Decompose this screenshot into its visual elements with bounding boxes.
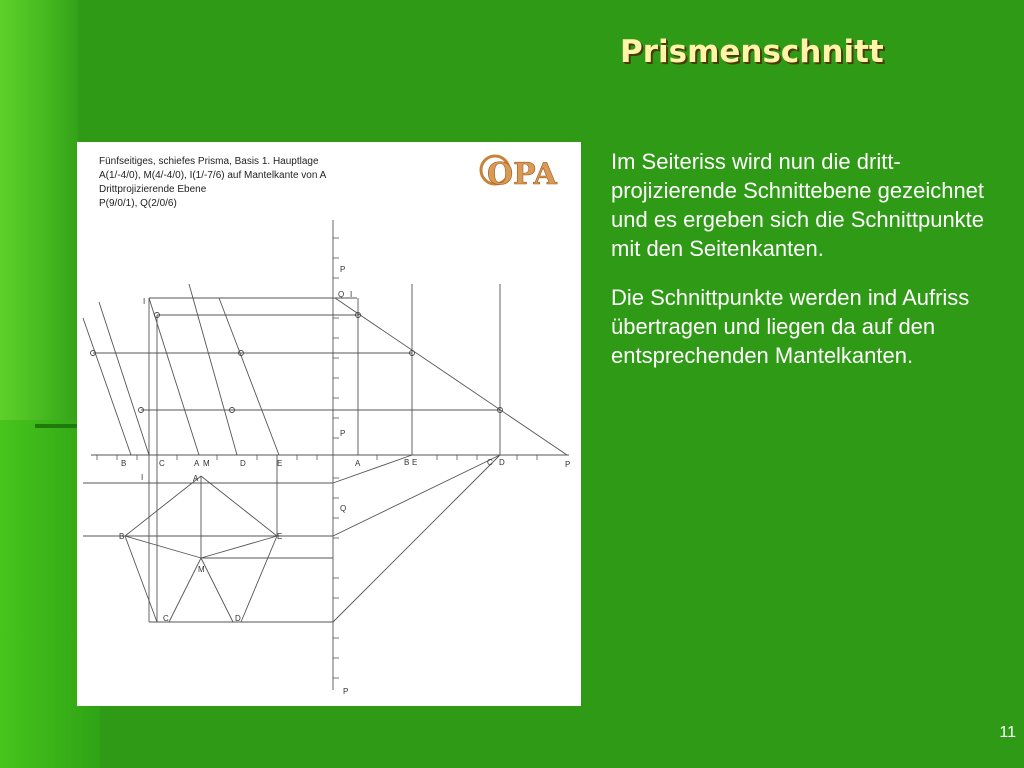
label-point: I: [141, 473, 144, 482]
label-point: E: [412, 458, 418, 467]
label-point: B: [404, 458, 410, 467]
label-point: A: [194, 459, 200, 468]
figure-header-line: P(9/0/1), Q(2/0/6): [99, 198, 177, 209]
label-point: B: [119, 532, 125, 541]
paragraph: Im Seiteriss wird nun die dritt-projizierende Schnittebene gezeichnet und es ergeben sich die Schnittpunkte mit den Seitenkanten.: [611, 149, 985, 261]
label-point: Q: [340, 504, 347, 513]
figure-header-line: Drittprojizierende Ebene: [99, 184, 207, 195]
label-point: C: [163, 614, 169, 623]
label-point: E: [277, 532, 283, 541]
opa-logo: [481, 156, 558, 192]
label-point: A: [355, 459, 361, 468]
label-point: P: [340, 265, 346, 274]
label-point: P: [340, 429, 346, 438]
label-point: A: [193, 474, 199, 483]
label-point: M: [198, 565, 205, 574]
logo-text: OPA: [487, 157, 557, 192]
body-text: [611, 147, 991, 390]
label-point: I: [143, 297, 146, 306]
page-number: 11: [999, 724, 1016, 741]
label-point: P: [343, 687, 349, 696]
label-point: D: [499, 458, 505, 467]
construction-figure: [77, 142, 581, 706]
figure-header-line: Fünfseitiges, schiefes Prisma, Basis 1. Hauptlage: [99, 156, 319, 167]
label-point: P: [565, 460, 571, 469]
label-point: M: [203, 459, 210, 468]
slide-title: Prismenschnitt: [620, 34, 884, 70]
label-point: E: [277, 459, 283, 468]
label-point: D: [235, 614, 241, 623]
paragraph: Die Schnittpunkte werden ind Aufriss übertragen und liegen da auf den entsprechenden Mantelkanten.: [611, 285, 970, 368]
label-point: C: [159, 459, 165, 468]
construction-drawing: [77, 142, 581, 706]
label-point: B: [121, 459, 127, 468]
label-point: Q: [338, 290, 345, 299]
label-point: I: [350, 290, 353, 299]
label-point: D: [240, 459, 246, 468]
figure-header-line: A(1/-4/0), M(4/-4/0), I(1/-7/6) auf Mantelkante von A: [99, 170, 327, 181]
label-point: C: [487, 458, 493, 467]
